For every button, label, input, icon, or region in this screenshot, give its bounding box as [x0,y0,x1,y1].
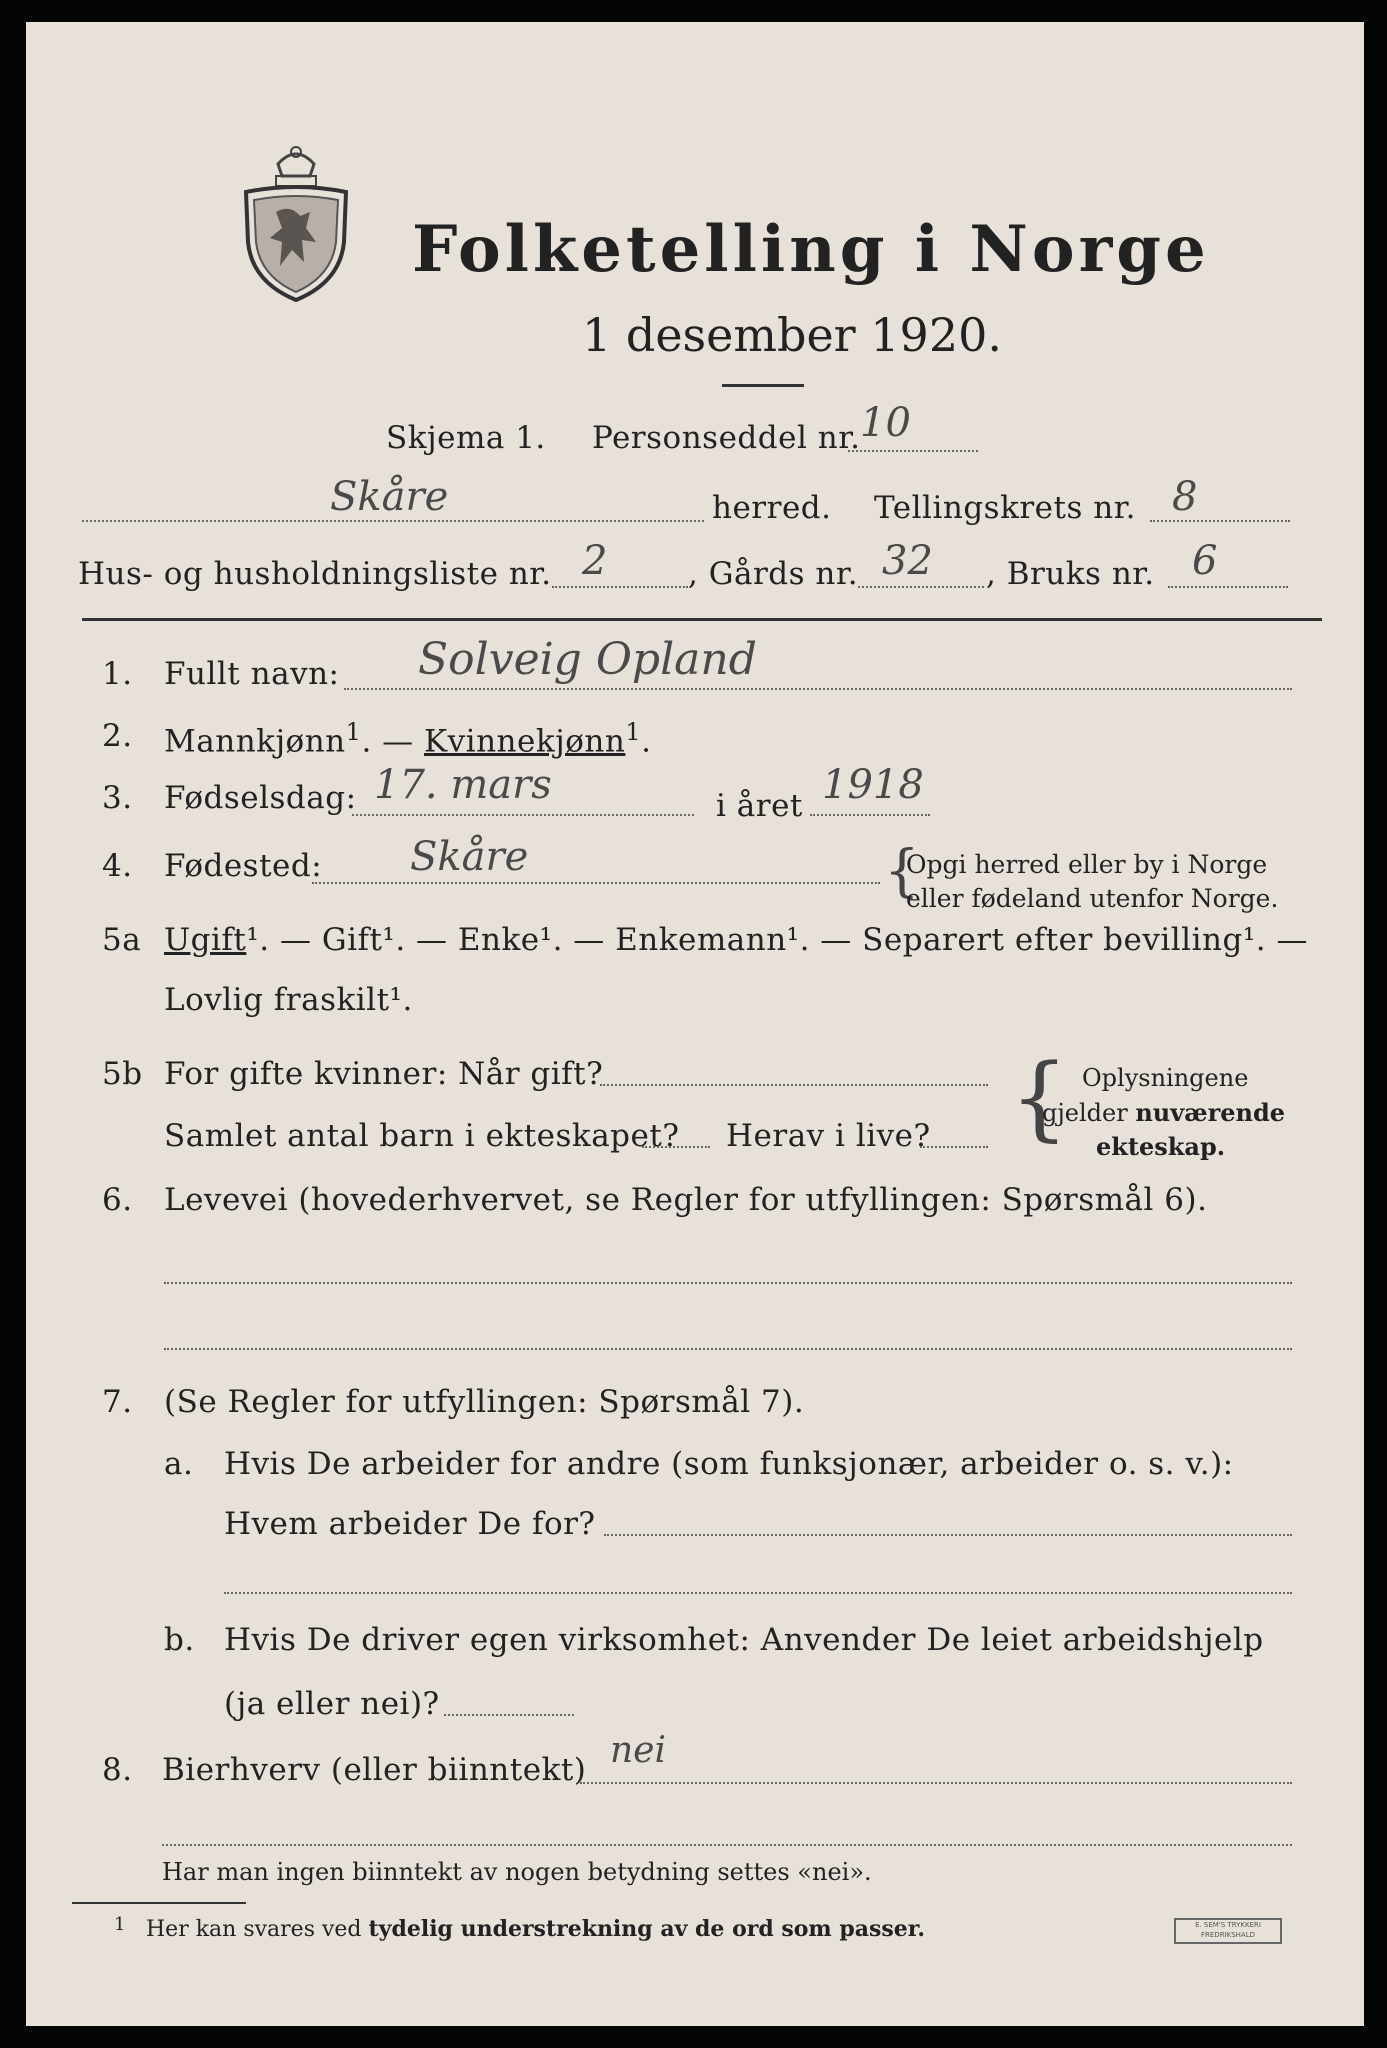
q5b-note-line2 [1042,1098,1285,1127]
q3-line [352,814,694,816]
q1-line [344,688,1292,690]
gender-male-option[interactable]: Mannkjønn [164,723,346,760]
q5b-children-label: Samlet antal barn i ekteskapet? [164,1118,680,1154]
q3-year-label: i året [716,788,803,824]
coat-of-arms-icon [240,142,352,306]
skjema-label: Skjema 1. [386,420,546,456]
gards-value[interactable]: 32 [882,538,933,584]
separator: . — [361,723,424,760]
printer-city: FREDRIKSHALD [1200,1931,1255,1939]
q8-label: Bierhverv (eller biinntekt) [162,1752,587,1788]
form-title: Folketelling i Norge [412,212,1210,287]
tellingskrets-label: Tellingskrets nr. [874,490,1136,526]
period: . [641,723,652,760]
q7b-line1: Hvis De driver egen virksomhet: Anvender De leiet arbeidshjelp [224,1622,1264,1658]
q4-line [312,882,880,884]
hus-label: Hus- og husholdningsliste nr. [78,556,552,592]
footnote-text [146,1916,925,1942]
q7-label: (Se Regler for utfyllingen: Spørsmål 7). [164,1384,805,1420]
hus-line [552,586,688,588]
q5b-alive-line [920,1146,988,1148]
q7a-letter: a. [164,1446,194,1482]
gards-label: , Gårds nr. [688,556,859,592]
q4-note-line2: eller fødeland utenfor Norge. [906,884,1279,913]
tellingskrets-value[interactable]: 8 [1172,474,1198,520]
full-name-value[interactable]: Solveig Opland [418,634,757,685]
form-date: 1 desember 1920. [582,308,1002,362]
q5b-note-line1: Oplysningene [1082,1064,1249,1092]
footnote-ref: 1 [625,718,642,746]
bruks-label: , Bruks nr. [986,556,1155,592]
note-bold: nuværende [1135,1098,1286,1127]
q3-number: 3. [102,780,133,816]
q3-year-line [810,814,930,816]
bruks-line [1168,586,1288,588]
q5b-note-line3: ekteskap. [1096,1132,1226,1161]
herred-label: herred. [712,490,832,526]
personseddel-label: Personseddel nr. [592,420,861,456]
marital-other-options[interactable]: ¹. — Gift¹. — Enke¹. — Enkemann¹. — Separert efter bevilling¹. — [246,922,1308,958]
birthdate-value[interactable]: 17. mars [374,762,552,808]
tellingskrets-line [1150,520,1290,522]
personseddel-value[interactable]: 10 [860,400,911,446]
q7a-answer-line2[interactable] [224,1592,1292,1594]
census-form [26,22,1364,2026]
q5b-number: 5b [102,1056,143,1092]
q7-number: 7. [102,1384,133,1420]
q5b-married-line [600,1084,988,1086]
q4-brace: { [884,839,920,904]
hus-value[interactable]: 2 [582,538,608,584]
footnote-number: 1 [114,1914,126,1935]
note-text: gjelder [1042,1099,1136,1127]
q7a-answer-line[interactable] [604,1534,1292,1536]
q7b-line2: (ja eller nei)? [224,1686,440,1722]
personseddel-line [848,450,978,452]
marital-ugift-option[interactable]: Ugift [164,922,247,958]
q5a-line2[interactable]: Lovlig fraskilt¹. [164,982,413,1018]
q6-answer-line1[interactable] [164,1282,1292,1284]
secondary-income-value[interactable]: nei [610,1730,667,1771]
bruks-value[interactable]: 6 [1192,538,1218,584]
q5b-alive-label: Herav i live? [726,1118,931,1154]
q1-label: Fullt navn: [164,656,340,692]
printer-stamp [1174,1918,1282,1944]
header-rule [82,618,1322,621]
footnote-bold: tydelig understrekning av de ord som passer. [368,1916,926,1942]
printer-name: E. SEM'S TRYKKERI [1195,1921,1261,1929]
q4-note-line1: Opgi herred eller by i Norge [906,850,1268,879]
q2-gender [164,718,652,759]
footnote-plain: Her kan svares ved [146,1917,369,1942]
q6-number: 6. [102,1182,133,1218]
q4-number: 4. [102,848,133,884]
q4-label: Fødested: [164,848,323,884]
q7a-line1: Hvis De arbeider for andre (som funksjonær, arbeider o. s. v.): [224,1446,1234,1482]
birthyear-value[interactable]: 1918 [822,762,924,808]
q6-answer-line2[interactable] [164,1348,1292,1350]
gards-line [858,586,984,588]
q1-number: 1. [102,656,133,692]
q3-label: Fødselsdag: [164,780,357,816]
title-divider [722,384,804,387]
q2-number: 2. [102,718,133,754]
q7b-letter: b. [164,1622,195,1658]
herred-value[interactable]: Skåre [330,474,449,520]
q7a-line2: Hvem arbeider De for? [224,1506,596,1542]
q5b-brace: { [1010,1044,1069,1151]
q5b-children-line [642,1146,710,1148]
q8-answer-line2[interactable] [162,1844,1292,1846]
q7b-answer-line[interactable] [444,1714,574,1716]
footnote-ref: 1 [345,718,362,746]
q5a-number: 5a [102,922,142,958]
birthplace-value[interactable]: Skåre [410,834,529,880]
q8-answer-line [580,1782,1292,1784]
q6-label: Levevei (hovederhvervet, se Regler for utfyllingen: Spørsmål 6). [164,1182,1208,1218]
q5a-options [164,922,1308,958]
q5b-line1: For gifte kvinner: Når gift? [164,1056,604,1092]
footnote-rule [72,1902,246,1904]
herred-line [82,520,704,522]
gender-female-option[interactable]: Kvinnekjønn [424,723,626,760]
q8-number: 8. [102,1752,133,1788]
income-note: Har man ingen biinntekt av nogen betydning settes «nei». [162,1858,872,1886]
